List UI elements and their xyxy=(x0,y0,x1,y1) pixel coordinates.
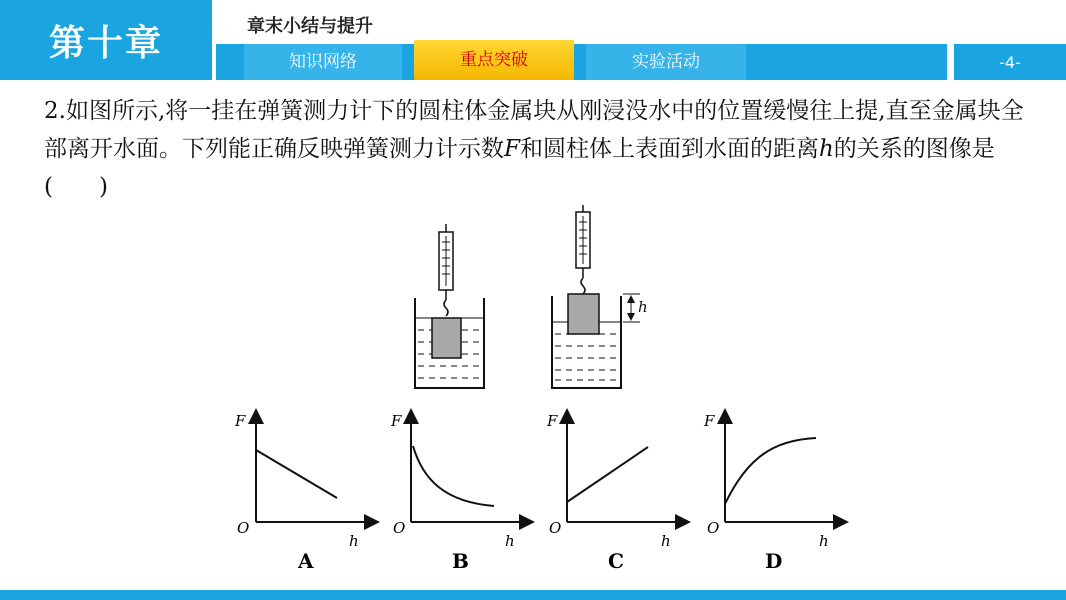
graph-d-origin: O xyxy=(707,519,720,537)
footer-bar xyxy=(0,590,1066,600)
graph-option-d xyxy=(703,412,841,573)
graph-d-option: D xyxy=(765,549,783,573)
graph-a-option: A xyxy=(298,549,314,573)
tab-experiment-activity[interactable]: 实验活动 xyxy=(586,44,746,80)
graph-b-origin: O xyxy=(393,519,406,537)
graph-c-origin: O xyxy=(549,519,562,537)
graph-a-y-label: F xyxy=(235,412,246,430)
graph-d-x-label: h xyxy=(819,532,829,550)
spring-scale-right xyxy=(576,205,590,294)
page-number: -4- xyxy=(954,44,1066,80)
graph-b-x-label: h xyxy=(505,532,515,550)
graph-b-curve xyxy=(413,446,494,506)
apparatus-submerged xyxy=(415,224,484,388)
tab-key-breakthrough[interactable]: 重点突破 xyxy=(414,40,574,80)
height-label: h xyxy=(638,298,648,316)
graph-c-x-label: h xyxy=(661,532,671,550)
graph-option-b xyxy=(390,412,527,573)
var-f: F xyxy=(504,136,520,162)
spring-scale-left xyxy=(439,224,453,316)
metal-cylinder-submerged xyxy=(432,318,461,358)
apparatus-lifted xyxy=(552,205,648,388)
graph-c-option: C xyxy=(608,549,624,573)
question-part2: 和圆柱体上表面到水面的距离 xyxy=(519,136,819,162)
graph-option-c xyxy=(546,412,683,573)
graph-c-y-label: F xyxy=(547,412,558,430)
graph-d-curve xyxy=(725,438,816,504)
graph-option-a xyxy=(234,412,372,573)
graph-b-option: B xyxy=(452,549,469,573)
graph-b-y-label: F xyxy=(391,412,402,430)
metal-cylinder-lifted xyxy=(568,294,599,334)
section-title: 章末小结与提升 xyxy=(247,16,373,37)
graph-a-curve xyxy=(256,450,337,498)
graph-c-curve xyxy=(567,447,648,502)
graph-a-x-label: h xyxy=(349,532,359,550)
question-part1: 2.如图所示,将一挂在弹簧测力计下的圆柱体金属块从刚浸没水中的位置缓慢往上提,直至金属块全部离开水面。下列能正确反映弹簧测力计示数 xyxy=(44,98,1024,162)
graph-d-y-label: F xyxy=(704,412,715,430)
height-indicator xyxy=(623,294,648,322)
tab-knowledge-network[interactable]: 知识网络 xyxy=(244,44,402,80)
graph-a-origin: O xyxy=(237,519,250,537)
chapter-title: 第十章 xyxy=(48,22,163,64)
var-h: h xyxy=(818,136,834,162)
question-part3: 的关系的图像是( ) xyxy=(44,136,995,200)
